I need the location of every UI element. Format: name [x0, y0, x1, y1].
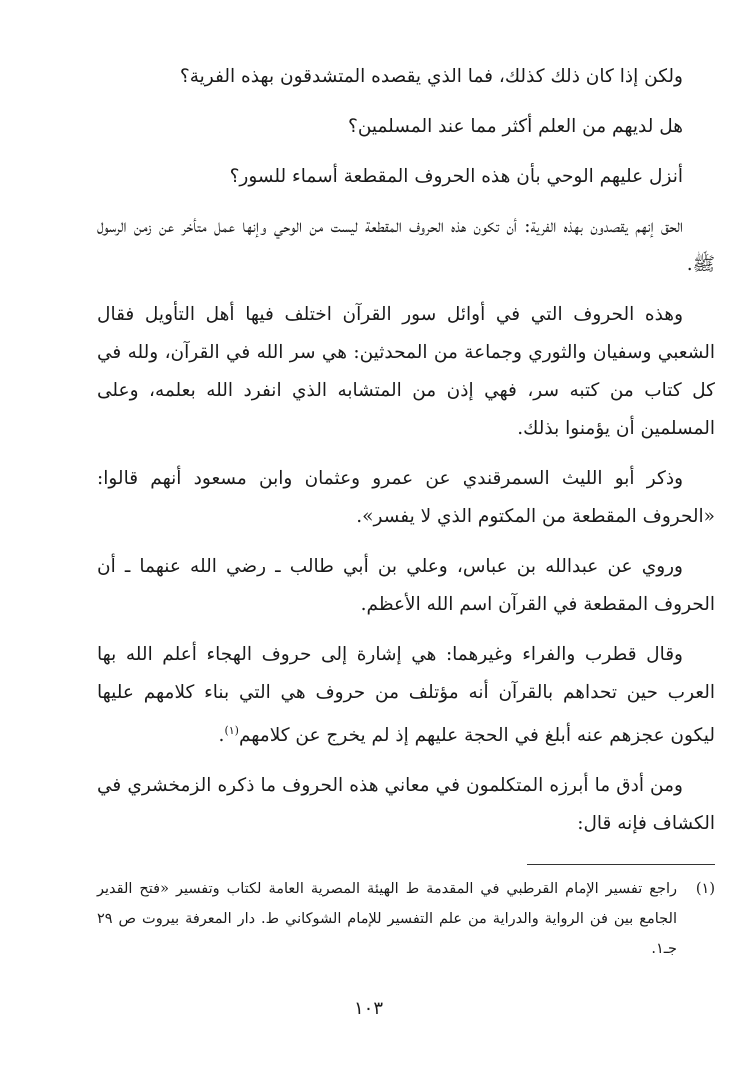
paragraph-2: هل لديهم من العلم أكثر مما عند المسلمين؟ — [348, 116, 683, 137]
paragraph-3: أنزل عليهم الوحي بأن هذه الحروف المقطعة أسماء للسور؟ — [229, 166, 683, 187]
footnote-separator — [527, 864, 715, 865]
main-text — [97, 58, 715, 855]
paragraph-8-tail: . — [218, 725, 225, 747]
paragraph-7: وروي عن عبدالله بن عباس، وعلي بن أبي طالب ـ رضي الله عنهما ـ أن الحروف المقطعة في القرآن اسم الله الأعظم. — [97, 556, 715, 615]
paragraph-9: ومن أدق ما أبرزه المتكلمون في معاني هذه الحروف ما ذكره الزمخشري في الكشاف فإنه قال: — [97, 775, 715, 835]
paragraph-5: وهذه الحروف التي في أوائل سور القرآن اختلف فيها أهل التأويل فقال الشعبي وسفيان والثوري وجماعة من المحدثين: هي سر الله في القرآن، ولله في كل كتاب من كتبه سر، فهي إذن من المتشابه الذي انفرد الله بعلمه، وعلى المسلمين أن يؤمنوا بذلك. — [97, 304, 715, 439]
paragraph-4: الحق إنهم يقصدون بهذه الفرية: أن تكون هذه الحروف المقطعة ليست من الوحي وإنها عمل متأخر عن زمن الرسول ﷺ. — [97, 216, 715, 275]
footnote-number: (١) — [695, 881, 715, 897]
footnote — [97, 874, 715, 964]
footnote-reference: (١) — [224, 724, 239, 737]
paragraph-8 — [97, 636, 715, 755]
paragraph-8-text: وقال قطرب والفراء وغيرهما: هي إشارة إلى حروف الهجاء أعلم الله بها العرب حين تحداهم بالقرآن أنه مؤتلف من حروف هي التي بناء كلامهم عليها ليكون عجزهم عنه أبلغ في الحجة عليهم إذ لم يخرج عن كلامهم — [97, 644, 715, 747]
paragraph-6: وذكر أبو الليث السمرقندي عن عمرو وعثمان وابن مسعود أنهم قالوا: «الحروف المقطعة من المكتوم الذي لا يفسر». — [97, 468, 715, 527]
paragraph-1: ولكن إذا كان ذلك كذلك، فما الذي يقصده المتشدقون بهذه الفرية؟ — [179, 66, 683, 87]
footnote-text: راجع تفسير الإمام القرطبي في المقدمة ط الهيئة المصرية العامة لكتاب وتفسير «فتح القدير الجامع بين فن الرواية والدراية من علم التفسير للإمام الشوكاني ط. دار المعرفة بيروت ص ٢٩ جـ١. — [97, 881, 677, 957]
page-number: ١٠٣ — [353, 998, 383, 1019]
